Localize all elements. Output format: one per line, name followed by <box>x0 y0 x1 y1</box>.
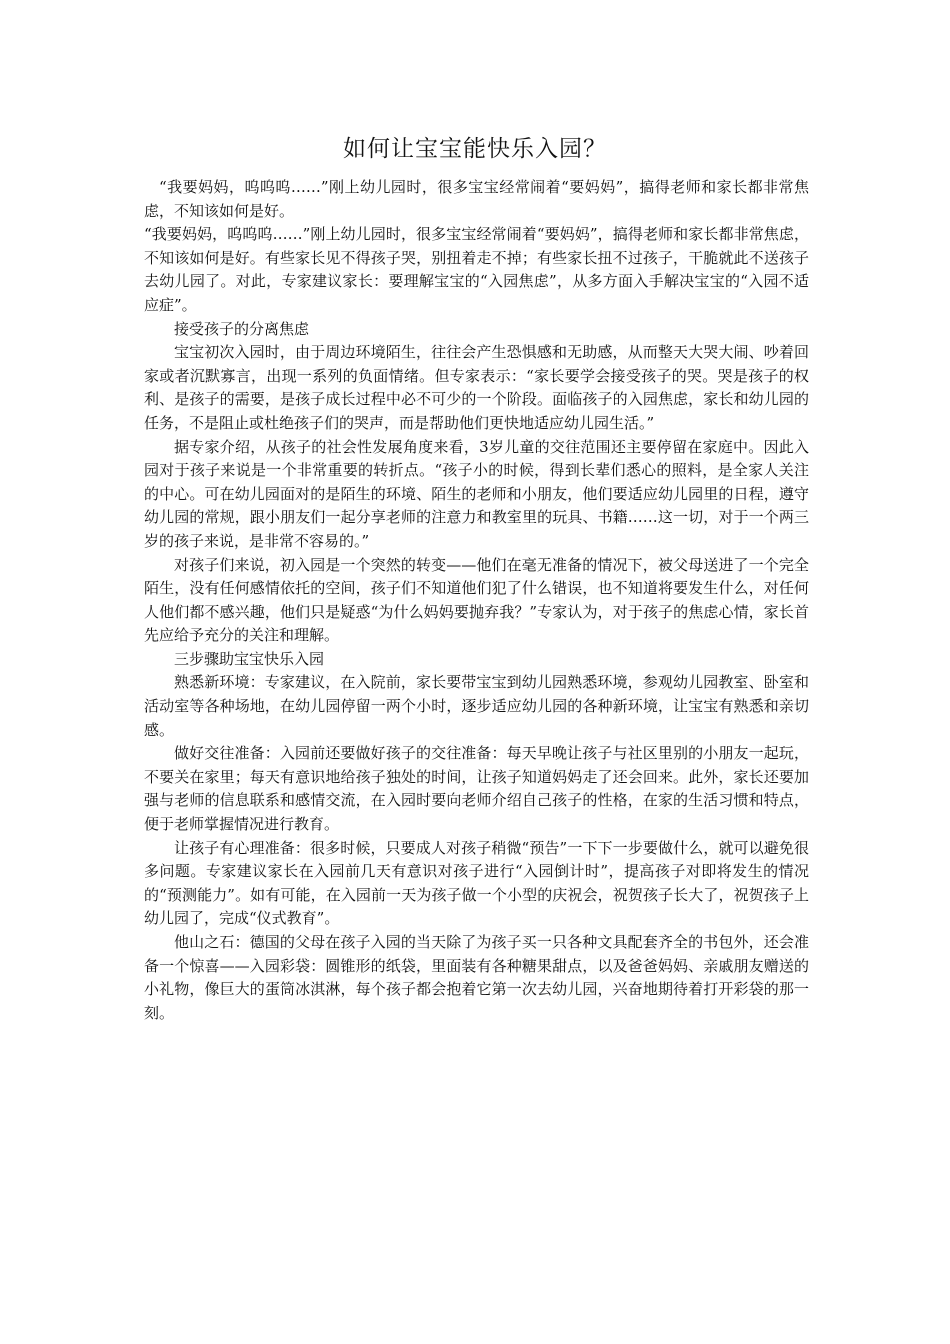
paragraph-step-social: 做好交往准备：入园前还要做好孩子的交往准备：每天早晚让孩子与社区里别的小朋友一起玩，不要关在家里；每天有意识地给孩子独处的时间，让孩子知道妈妈走了还会回来。此外，家长还要加强与老师的信息联系和感情交流，在入园时要向老师介绍自己孩子的性格，在家的生活习惯和特点，便于老师掌握情况进行教育。 <box>144 744 809 834</box>
paragraph-intro-repeat: “我要妈妈，呜呜呜……”刚上幼儿园时，很多宝宝经常闹着“要妈妈”，搞得老师和家长都非常焦虑，不知该如何是好。有些家长见不得孩子哭，别扭着走不掉；有些家长扭不过孩子，干脆就此不送孩子去幼儿园了。对此，专家建议家长：要理解宝宝的“入园焦虑”，从多方面入手解决宝宝的“入园不适应症”。 <box>144 225 809 314</box>
paragraph: 宝宝初次入园时，由于周边环境陌生，往往会产生恐惧感和无助感，从而整天大哭大闹、吵着回家或者沉默寡言，出现一系列的负面情绪。但专家表示：“家长要学会接受孩子的哭。哭是孩子的权利、是孩子的需要，是孩子成长过程中必不可少的一个阶段。面临孩子的入园焦虑，家长和幼儿园的任务，不是阻止或杜绝孩子们的哭声，而是帮助他们更快地适应幼儿园生活。” <box>144 343 809 432</box>
paragraph-step-environment: 熟悉新环境：专家建议，在入院前，家长要带宝宝到幼儿园熟悉环境，参观幼儿园教室、卧室和活动室等各种场地，在幼儿园停留一两个小时，逐步适应幼儿园的各种新环境，让宝宝有熟悉和亲切感。 <box>144 673 809 739</box>
paragraph: 据专家介绍，从孩子的社会性发展角度来看，3岁儿童的交往范围还主要停留在家庭中。因此入园对于孩子来说是一个非常重要的转折点。“孩子小的时候，得到长辈们悉心的照料，是全家人关注的中心。可在幼儿园面对的是陌生的环境、陌生的老师和小朋友，他们要适应幼儿园里的日程，遵守幼儿园的常规，跟小朋友们一起分享老师的注意力和教室里的玩具、书籍……这一切，对于一个两三岁的孩子来说，是非常不容易的。” <box>144 437 809 550</box>
paragraph: 对孩子们来说，初入园是一个突然的转变——他们在毫无准备的情况下，被父母送进了一个完全陌生，没有任何感情依托的空间，孩子们不知道他们犯了什么错误，也不知道将要发生什么，对任何人他们都不感兴趣，他们只是疑惑“为什么妈妈要抛弃我？”专家认为，对于孩子的焦虑心情，家长首先应给予充分的关注和理解。 <box>144 555 809 645</box>
document-title: 如何让宝宝能快乐入园？ <box>343 136 607 162</box>
section-heading-separation-anxiety: 接受孩子的分离焦虑 <box>174 319 310 338</box>
paragraph-other-experience: 他山之石：德国的父母在孩子入园的当天除了为孩子买一只各种文具配套齐全的书包外，还会准备一个惊喜——入园彩袋：圆锥形的纸袋，里面装有各种糖果甜点，以及爸爸妈妈、亲戚朋友赠送的小礼物，像巨大的蛋筒冰淇淋，每个孩子都会抱着它第一次去幼儿园，兴奋地期待着打开彩袋的那一刻。 <box>144 933 809 1022</box>
document-body <box>144 176 809 1025</box>
paragraph-step-mental: 让孩子有心理准备：很多时候，只要成人对孩子稍微“预告”一下下一步要做什么，就可以避免很多问题。专家建议家长在入园前几天有意识对孩子进行“入园倒计时”，提高孩子对即将发生的情况的“预测能力”。如有可能，在入园前一天为孩子做一个小型的庆祝会，祝贺孩子长大了，祝贺孩子上幼儿园了，完成“仪式教育”。 <box>144 838 809 928</box>
paragraph-intro: “我要妈妈，呜呜呜……”刚上幼儿园时，很多宝宝经常闹着“要妈妈”，搞得老师和家长都非常焦虑，不知该如何是好。 <box>144 178 809 220</box>
section-heading-three-steps: 三步骤助宝宝快乐入园 <box>174 649 325 668</box>
